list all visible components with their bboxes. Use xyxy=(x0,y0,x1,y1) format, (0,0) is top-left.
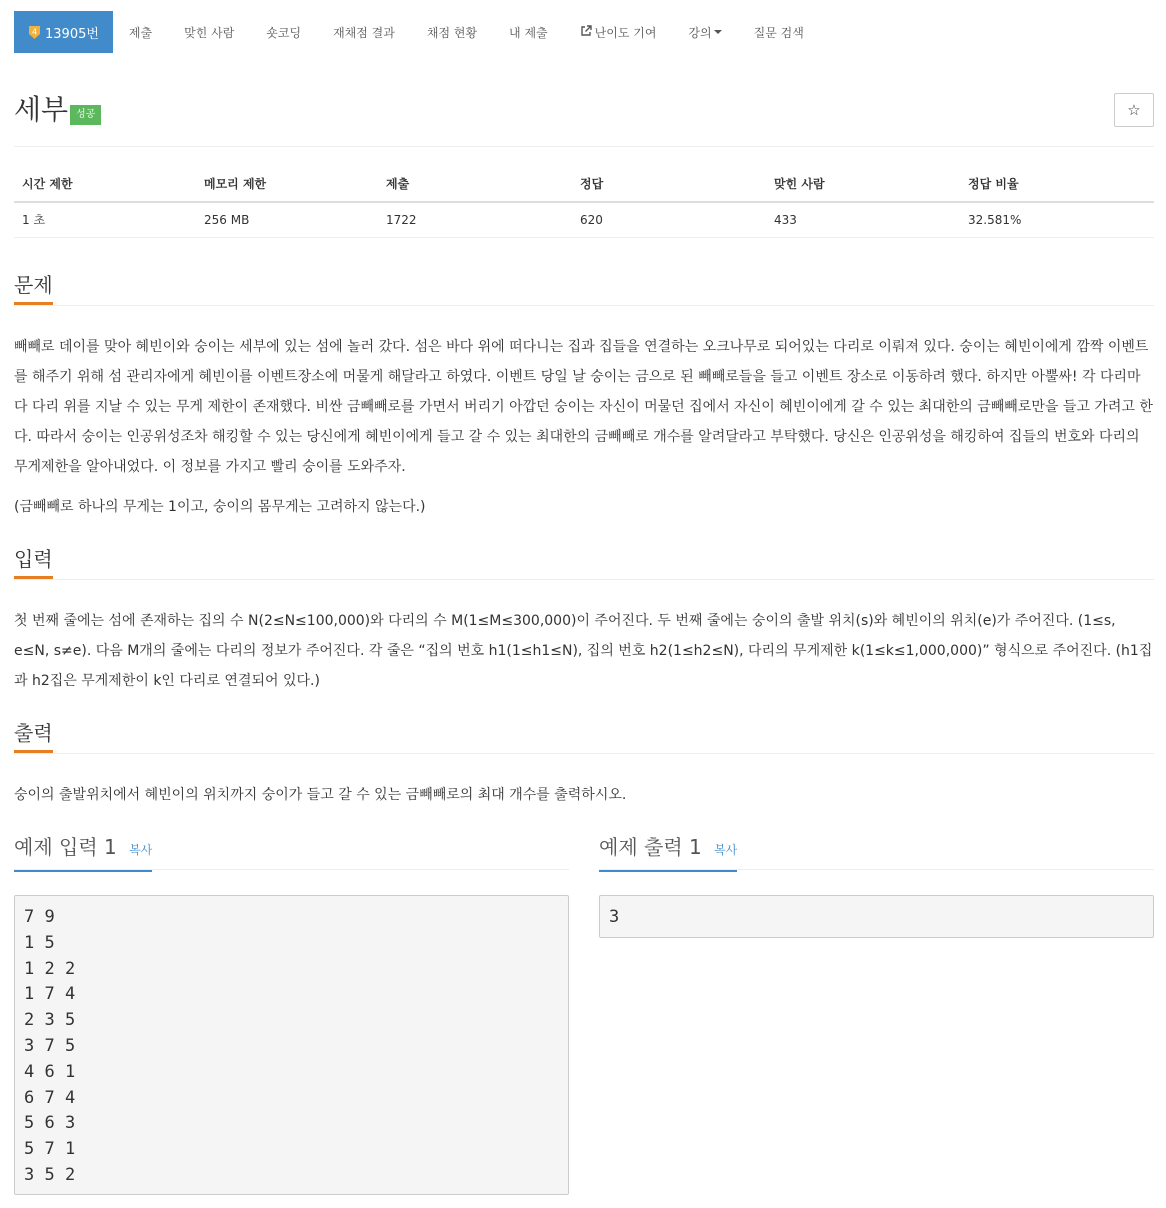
nav-submit[interactable]: 제출 xyxy=(128,25,153,40)
sample-output-heading xyxy=(599,830,737,870)
input-description: 첫 번째 줄에는 섬에 존재하는 집의 수 N(2≤N≤100,000)와 다리의 수 M(1≤M≤300,000)이 주어진다. 두 번째 줄에는 숭이의 출발 위치(s)와 혜빈이의 위치(e)가 주어진다. (1≤s, e≤N, s≠e). 다음 M개의 줄에는 다리의 정보가 주어진다. 각 줄은 “집의 번호 h1(1≤h1≤N), 집의 번호 h2(1≤h2≤N), 다리의 무게제한 k(1≤k≤1,000,000)” 형식으로 주어진다. (h1집과 h2집은 무게제한이 k인 다리로 연결되어 있다.) xyxy=(14,613,1153,689)
nav-short-coding[interactable]: 숏코딩 xyxy=(266,25,302,40)
problem-info-table xyxy=(14,166,1154,238)
divider xyxy=(599,869,1154,870)
problem-note: (금빼빼로 하나의 무게는 1이고, 숭이의 몸무게는 고려하지 않는다.) xyxy=(14,499,426,515)
star-button[interactable] xyxy=(1114,93,1154,127)
tier-badge-icon xyxy=(28,25,41,40)
accepted-value: 620 xyxy=(572,202,766,237)
solvers-value: 433 xyxy=(766,202,960,237)
section-problem-heading xyxy=(14,270,1154,306)
nav-status[interactable]: 채점 현황 xyxy=(426,25,478,40)
sample-input-heading xyxy=(14,830,152,870)
svg-text:4: 4 xyxy=(31,27,38,36)
title-row xyxy=(14,92,1154,132)
problem-description: 빼빼로 데이를 맞아 혜빈이와 숭이는 세부에 있는 섬에 놀러 갔다. 섬은 바다 위에 떠다니는 집과 집들을 연결하는 오크나무로 되어있는 다리로 이뤄져 있다. 숭이는 혜빈이에게 깜짝 이벤트를 해주기 위해 섬 관리자에게 혜빈이를 이벤트장소에 머물게 해달라고 하였다. 이벤트 당일 날 숭이는 금으로 된 빼빼로들을 들고 이벤트 장소로 이동하려 했다. 하지만 아뿔싸! 각 다리마다 다리 위를 지날 수 있는 무게 제한이 존재했다. 비싼 금빼빼로를 가면서 버리기 아깝던 숭이는 자신이 머물던 집에서 자신이 혜빈이에게 갈 수 있는 최대한의 금빼빼로만을 들고 가려고 한다. 따라서 숭이는 인공위성조차 해킹할 수 있는 당신에게 혜빈이에게 들고 갈 수 있는 최대한의 금빼빼로 개수를 알려달라고 부탁했다. 당신은 인공위성을 해킹하여 집들의 번호와 다리의 무게제한을 알아내었다. 이 정보를 가지고 빨리 숭이를 도와주자. xyxy=(14,339,1153,475)
table-row xyxy=(14,202,1154,237)
nav-solvers[interactable]: 맞힌 사람 xyxy=(184,25,235,40)
table-header-row xyxy=(14,166,1154,202)
divider xyxy=(14,146,1154,147)
time-limit-value: 1 초 xyxy=(14,202,196,237)
section-title: 출력 xyxy=(14,718,53,753)
section-input-heading xyxy=(14,544,1154,580)
star-icon: ☆ xyxy=(1127,101,1141,119)
nav-question-search[interactable]: 질문 검색 xyxy=(753,25,804,40)
external-link-icon xyxy=(580,25,592,40)
header-time-limit: 시간 제한 xyxy=(14,166,196,202)
caret-down-icon xyxy=(714,30,722,34)
sample-input-box[interactable]: 7 9 1 5 1 2 2 1 7 4 2 3 5 3 7 5 4 6 1 6 7 4 5 6 3 5 7 1 3 5 2 xyxy=(14,895,569,1195)
sample-output-title: 예제 출력 1 복사 xyxy=(599,830,737,872)
copy-sample-output-link[interactable]: 복사 xyxy=(714,843,738,857)
header-memory-limit: 메모리 제한 xyxy=(196,166,378,202)
header-accepted: 정답 xyxy=(572,166,766,202)
sample-input-title: 예제 입력 1 복사 xyxy=(14,830,152,872)
nav-my-submissions[interactable]: 내 제출 xyxy=(509,25,548,40)
nav-rejudge-results[interactable]: 재채점 결과 xyxy=(333,25,395,40)
accept-ratio-value: 32.581% xyxy=(960,202,1154,237)
page-title: 세부 xyxy=(14,93,69,126)
divider xyxy=(14,869,569,870)
section-title: 입력 xyxy=(14,544,53,579)
sample-output-box[interactable]: 3 xyxy=(599,895,1154,938)
nav-problem-id[interactable]: 4 13905번 xyxy=(14,11,113,53)
problem-nav xyxy=(14,11,820,53)
memory-limit-value: 256 MB xyxy=(196,202,378,237)
header-accept-ratio: 정답 비율 xyxy=(960,166,1154,202)
section-output-heading xyxy=(14,718,1154,754)
nav-difficulty-contribute[interactable]: 난이도 기여 xyxy=(564,11,673,53)
submissions-value: 1722 xyxy=(378,202,572,237)
header-solvers: 맞힌 사람 xyxy=(766,166,960,202)
copy-sample-input-link[interactable]: 복사 xyxy=(129,843,153,857)
header-submissions: 제출 xyxy=(378,166,572,202)
output-description: 숭이의 출발위치에서 혜빈이의 위치까지 숭이가 들고 갈 수 있는 금빼빼로의 최대 개수를 출력하시오. xyxy=(14,787,627,803)
status-badge: 성공 xyxy=(70,105,101,125)
section-title: 문제 xyxy=(14,270,53,305)
nav-lectures-dropdown[interactable]: 강의 xyxy=(672,11,737,53)
